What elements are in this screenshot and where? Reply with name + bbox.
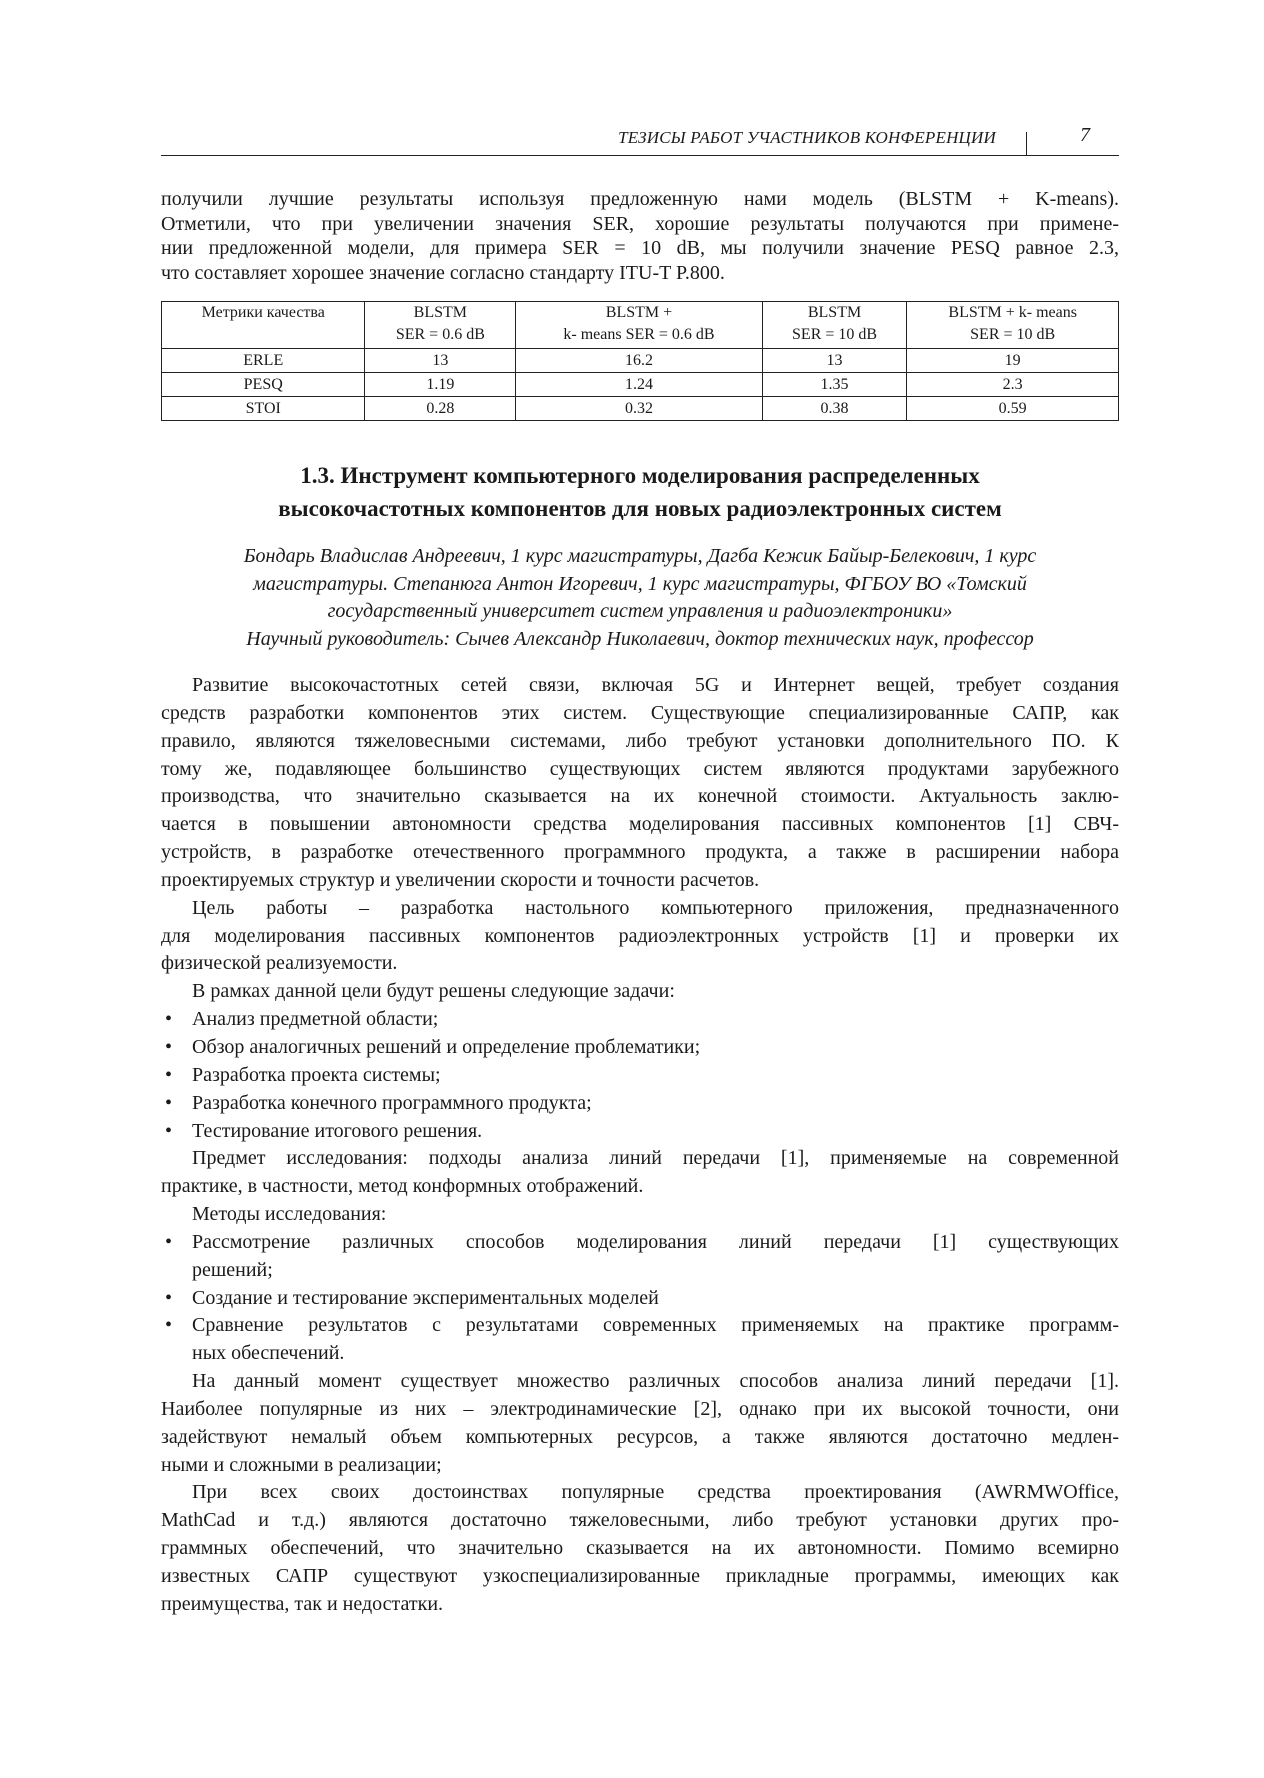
intro-paragraph bbox=[161, 187, 1119, 285]
column-header bbox=[762, 302, 907, 349]
page-number: 7 bbox=[1080, 124, 1090, 146]
value-cell: 1.35 bbox=[762, 373, 907, 397]
article-body bbox=[161, 672, 1119, 1619]
value-cell: 0.38 bbox=[762, 397, 907, 421]
header-rule bbox=[161, 155, 1119, 156]
value-cell: 0.32 bbox=[516, 397, 762, 421]
running-title: ТЕЗИСЫ РАБОТ УЧАСТНИКОВ КОНФЕРЕНЦИИ bbox=[618, 128, 996, 147]
text-line: Цель работы – разработка настольного компьютерного приложения, предназначенного bbox=[192, 896, 1119, 919]
column-header-line: SER = 10 dB bbox=[792, 326, 878, 343]
text-line: физической реализуемости. bbox=[161, 952, 398, 975]
bullet-icon: • bbox=[165, 1008, 173, 1031]
text-line: Разработка проекта системы; bbox=[192, 1063, 441, 1086]
table-row bbox=[162, 349, 1119, 373]
results-table bbox=[161, 301, 1119, 421]
value-cell: 13 bbox=[365, 349, 516, 373]
paragraph bbox=[161, 1201, 1119, 1229]
text-line: Сравнение результатов с результатами современных применяемых на практике программ- bbox=[192, 1314, 1119, 1337]
authors-block bbox=[161, 543, 1119, 653]
column-header-line: SER = 0.6 dB bbox=[395, 326, 485, 343]
column-header-line: BLSTM + k- means bbox=[948, 304, 1077, 321]
text-line: ными и сложными в реализации; bbox=[161, 1453, 442, 1476]
text-line: для моделирования пассивных компонентов радиоэлектронных устройств [1] и проверки их bbox=[161, 924, 1119, 947]
section-title-line: высокочастотных компонентов для новых радиоэлектронных систем bbox=[278, 496, 1002, 521]
column-header-line: BLSTM bbox=[807, 304, 862, 321]
paragraph bbox=[161, 895, 1119, 979]
value-cell: 0.59 bbox=[907, 397, 1119, 421]
text-line: устройств, в разработке отечественного программного продукта, а также в расширении набора bbox=[161, 841, 1119, 864]
bullet-item bbox=[161, 1090, 1119, 1118]
text-line: Разработка конечного программного продукта; bbox=[192, 1091, 592, 1114]
text-line: Рассмотрение различных способов моделирования линий передачи [1] существующих bbox=[192, 1230, 1119, 1253]
bullet-item bbox=[161, 1034, 1119, 1062]
value-cell: 2.3 bbox=[907, 373, 1119, 397]
header-separator bbox=[1026, 132, 1027, 155]
value-cell: 13 bbox=[762, 349, 907, 373]
metric-name-cell: STOI bbox=[162, 397, 365, 421]
text-line: что составляет хорошее значение согласно стандарту ITU-T P.800. bbox=[161, 261, 725, 284]
paragraph bbox=[161, 1479, 1119, 1618]
text-line: Развитие высокочастотных сетей связи, включая 5G и Интернет вещей, требует создания bbox=[192, 674, 1119, 696]
author-line: государственный университет систем управления и радиоэлектроники» bbox=[327, 600, 953, 623]
section-title-line: 1.3. Инструмент компьютерного моделирования распределенных bbox=[300, 463, 980, 488]
text-line: проектируемых структур и увеличении скорости и точности расчетов. bbox=[161, 868, 760, 891]
author-line: магистратуры. Степанюга Антон Игоревич, 1 курс магистратуры, ФГБОУ ВО «Томский bbox=[253, 572, 1027, 595]
text-line: граммных обеспечений, что значительно сказывается на их автономности. Помимо всемирно bbox=[161, 1537, 1119, 1560]
text-line: В рамках данной цели будут решены следующие задачи: bbox=[192, 980, 675, 1003]
text-line: Анализ предметной области; bbox=[192, 1008, 439, 1031]
column-header-line: Метрики качества bbox=[201, 304, 325, 321]
text-line: решений; bbox=[192, 1258, 273, 1281]
value-cell: 19 bbox=[907, 349, 1119, 373]
column-header-line: BLSTM bbox=[413, 304, 468, 321]
text-line: Отметили, что при увеличении значения SER, хорошие результаты получаются при примене- bbox=[161, 212, 1119, 235]
text-line: известных САПР существуют узкоспециализированные прикладные программы, имеющих как bbox=[161, 1565, 1119, 1587]
text-line: При всех своих достоинствах популярные средства проектирования (AWRMWOffice, bbox=[192, 1481, 1119, 1504]
text-line: практике, в частности, метод конформных отображений. bbox=[161, 1175, 644, 1198]
column-header bbox=[907, 302, 1119, 349]
metric-name-cell: ERLE bbox=[162, 349, 365, 373]
text-line: тому же, подавляющее большинство существующих систем являются продуктами зарубежного bbox=[161, 757, 1119, 780]
bullet-icon: • bbox=[165, 1230, 173, 1253]
column-header-line: SER = 10 dB bbox=[970, 326, 1056, 343]
bullet-icon: • bbox=[165, 1119, 173, 1142]
metric-name-cell: PESQ bbox=[162, 373, 365, 397]
author-line: Научный руководитель: Сычев Александр Николаевич, доктор технических наук, профессор bbox=[246, 627, 1034, 650]
bullet-item bbox=[161, 1006, 1119, 1034]
column-header-line: BLSTM + bbox=[605, 304, 673, 321]
bullet-icon: • bbox=[165, 1286, 173, 1309]
paragraph bbox=[161, 1145, 1119, 1201]
table-row bbox=[162, 373, 1119, 397]
text-line: производства, что значительно сказывается на их конечной стоимости. Актуальность заклю- bbox=[161, 785, 1119, 808]
section-title bbox=[161, 459, 1119, 525]
author-line: Бондарь Владислав Андреевич, 1 курс магистратуры, Дагба Кежик Байыр-Белекович, 1 курс bbox=[243, 545, 1037, 567]
text-line: Наиболее популярные из них – электродинамические [2], однако при их высокой точности, они bbox=[161, 1397, 1119, 1420]
text-line: На данный момент существует множество различных способов анализа линий передачи [1]. bbox=[192, 1370, 1119, 1393]
bullet-icon: • bbox=[165, 1063, 173, 1086]
column-header bbox=[365, 302, 516, 349]
bullet-icon: • bbox=[165, 1035, 173, 1058]
text-line: Обзор аналогичных решений и определение проблематики; bbox=[192, 1035, 701, 1058]
text-line: получили лучшие результаты используя предложенную нами модель (BLSTM + K-means). bbox=[161, 188, 1119, 210]
column-header bbox=[162, 302, 365, 349]
table-header-row bbox=[162, 302, 1119, 349]
text-line: нии предложенной модели, для примера SER = 10 dB, мы получили значение PESQ равное 2.3, bbox=[161, 237, 1119, 259]
table-row bbox=[162, 397, 1119, 421]
value-cell: 0.28 bbox=[365, 397, 516, 421]
bullet-icon: • bbox=[165, 1314, 173, 1337]
text-line: правило, являются тяжеловесными системами, либо требуют установки дополнительного ПО. К bbox=[161, 729, 1119, 752]
text-line: ных обеспечений. bbox=[192, 1342, 345, 1365]
bullet-item bbox=[161, 1285, 1119, 1313]
text-line: чается в повышении автономности средства моделирования пассивных компонентов [1] СВЧ- bbox=[161, 813, 1119, 836]
column-header-line: k- means SER = 0.6 dB bbox=[563, 326, 715, 343]
bullet-item bbox=[161, 1312, 1119, 1368]
text-line: преимущества, так и недостатки. bbox=[161, 1592, 444, 1615]
value-cell: 1.24 bbox=[516, 373, 762, 397]
text-line: средств разработки компонентов этих систем. Существующие специализированные САПР, как bbox=[161, 701, 1119, 724]
text-line: Предмет исследования: подходы анализа линий передачи [1], применяемые на современной bbox=[192, 1147, 1119, 1170]
bullet-item bbox=[161, 1062, 1119, 1090]
value-cell: 1.19 bbox=[365, 373, 516, 397]
text-line: Методы исследования: bbox=[192, 1203, 387, 1226]
value-cell: 16.2 bbox=[516, 349, 762, 373]
column-header bbox=[516, 302, 762, 349]
text-line: Создание и тестирование экспериментальных моделей bbox=[192, 1286, 659, 1309]
paragraph bbox=[161, 978, 1119, 1006]
bullet-item bbox=[161, 1118, 1119, 1146]
text-line: Тестирование итогового решения. bbox=[192, 1119, 483, 1142]
paragraph bbox=[161, 1368, 1119, 1479]
paragraph bbox=[161, 672, 1119, 895]
text-line: MathCad и т.д.) являются достаточно тяжеловесными, либо требуют установки других про- bbox=[161, 1509, 1119, 1532]
bullet-icon: • bbox=[165, 1091, 173, 1114]
text-line: задействуют немалый объем компьютерных ресурсов, а также являются достаточно медлен- bbox=[161, 1425, 1119, 1448]
bullet-item bbox=[161, 1229, 1119, 1285]
